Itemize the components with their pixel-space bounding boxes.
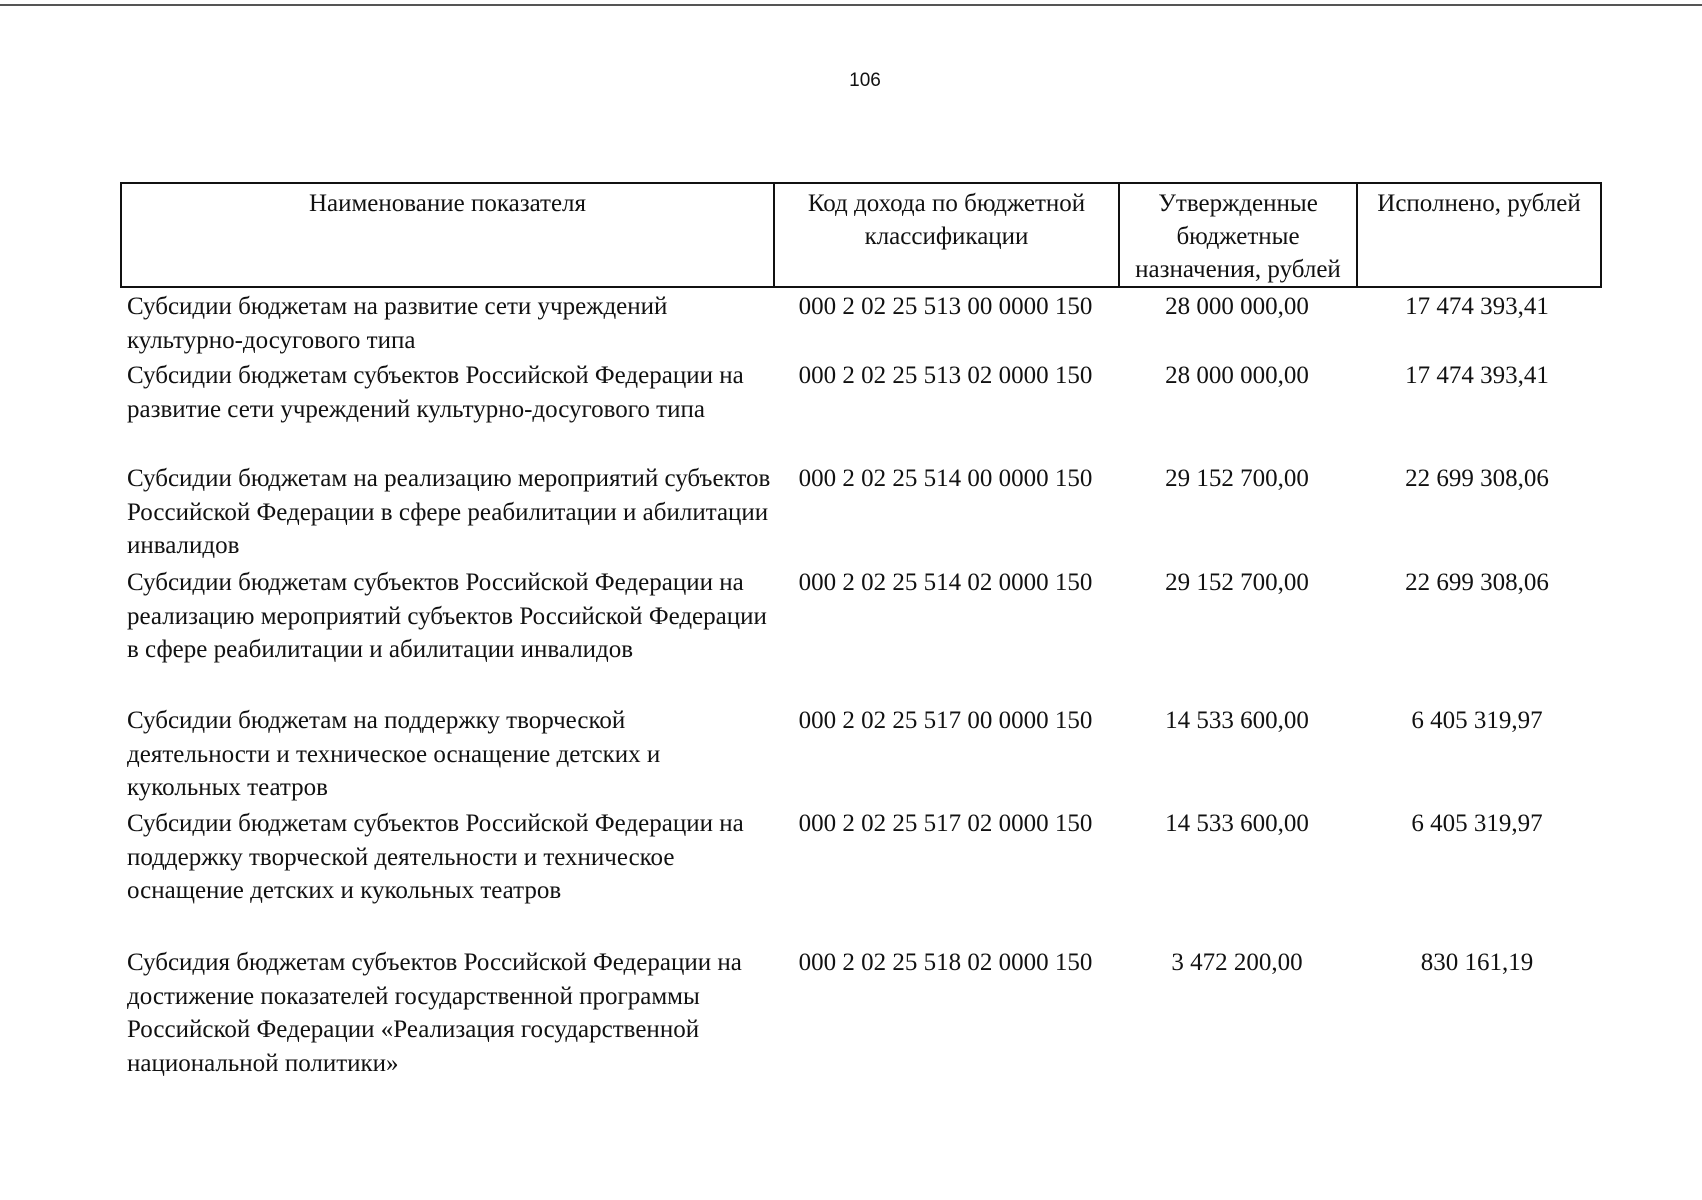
table-header	[120, 182, 1602, 288]
top-border-line	[0, 4, 1702, 6]
header-income-code: Код дохода по бюджетной классификации	[775, 184, 1120, 286]
row-approved-amount: 14 533 600,00	[1165, 810, 1309, 837]
row-indicator-name: Субсидии бюджетам на поддержку творческой деятельности и техническое оснащение детских и кукольных театров	[127, 707, 661, 801]
row-income-code: 000 2 02 25 517 02 0000 150	[798, 810, 1093, 837]
row-income-code: 000 2 02 25 514 00 0000 150	[798, 465, 1093, 492]
row-indicator-name: Субсидии бюджетам субъектов Российской Федерации на развитие сети учреждений культурно-досугового типа	[127, 362, 744, 423]
row-income-code: 000 2 02 25 517 00 0000 150	[798, 707, 1093, 734]
header-executed-amount: Исполнено, рублей	[1377, 190, 1581, 217]
row-executed-amount: 17 474 393,41	[1405, 293, 1549, 320]
header-indicator-name: Наименование показателя	[122, 184, 775, 286]
row-indicator-name: Субсидии бюджетам субъектов Российской Федерации на поддержку творческой деятельности и техническое оснащение детских и кукольных театров	[127, 810, 744, 904]
row-executed-amount: 6 405 319,97	[1411, 810, 1543, 837]
row-executed-amount: 17 474 393,41	[1405, 362, 1549, 389]
row-approved-amount: 3 472 200,00	[1171, 949, 1303, 976]
row-income-code: 000 2 02 25 513 00 0000 150	[798, 293, 1093, 320]
row-approved-amount: 29 152 700,00	[1165, 465, 1309, 492]
row-executed-amount: 6 405 319,97	[1411, 707, 1543, 734]
row-executed-amount: 22 699 308,06	[1405, 465, 1549, 492]
row-indicator-name: Субсидии бюджетам на развитие сети учреждений культурно-досугового типа	[127, 293, 668, 354]
row-executed-amount: 22 699 308,06	[1405, 569, 1549, 596]
row-indicator-name: Субсидия бюджетам субъектов Российской Федерации на достижение показателей государственной программы Российской Федерации «Реализация государственной национальной политики»	[127, 949, 742, 1077]
row-approved-amount: 14 533 600,00	[1165, 707, 1309, 734]
row-indicator-name: Субсидии бюджетам на реализацию мероприятий субъектов Российской Федерации в сфере реабилитации и абилитации инвалидов	[127, 465, 771, 559]
row-approved-amount: 29 152 700,00	[1165, 569, 1309, 596]
row-approved-amount: 28 000 000,00	[1165, 293, 1309, 320]
row-executed-amount: 830 161,19	[1420, 949, 1534, 976]
header-approved-amount: Утвержденные бюджетные назначения, рублей	[1120, 184, 1358, 286]
page-number: 106	[849, 70, 881, 91]
row-income-code: 000 2 02 25 513 02 0000 150	[798, 362, 1093, 389]
row-income-code: 000 2 02 25 514 02 0000 150	[798, 569, 1093, 596]
row-approved-amount: 28 000 000,00	[1165, 362, 1309, 389]
row-indicator-name: Субсидии бюджетам субъектов Российской Федерации на реализацию мероприятий субъектов Российской Федерации в сфере реабилитации и абилитации инвалидов	[127, 569, 767, 663]
row-income-code: 000 2 02 25 518 02 0000 150	[798, 949, 1093, 976]
